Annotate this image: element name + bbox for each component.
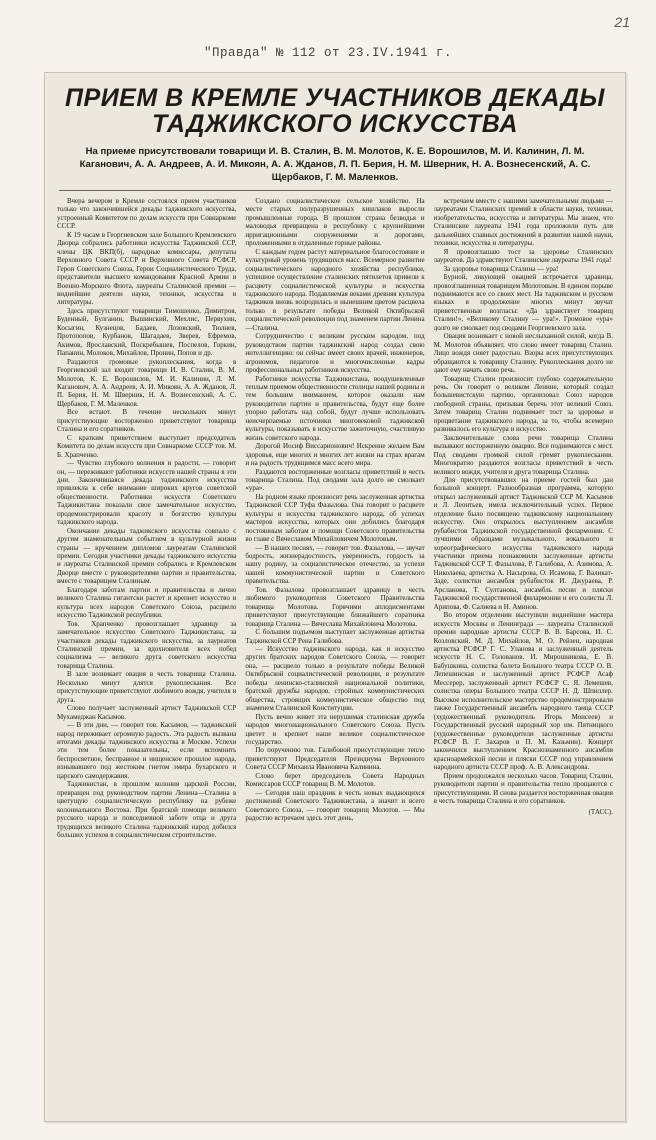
paragraph: Дорогой Иосиф Виссарионович! Искренне желаем Вам здоровья, еще многих и многих лет жизни на страх врагам и на радость трудящимся масс всего мира. <box>245 442 425 468</box>
paragraph: — Чувство глубокого волнения и радости, — говорит он, — переживают работники искусств нашей страны в эти дни. Закончившаяся декада таджикского искусства привлекла к себе внимание широких кругов советской общественности. Работники искусств Советского Таджикистана показали свое замечательное искусство, продемонстрировали красоту и богатство культуры таджикского народа. <box>57 459 237 527</box>
paragraph: На родном языке произносит речь заслуженная артистка Таджикской ССР Туфа Фазылова. Она говорит о расцвете культуры и искусства таджикского народа, об успехах мастеров искусства, которых они добились благодаря постоянным заботам и помощи Советского правительства во главе с Вячеславом Михайловичем Молотовым. <box>245 492 425 544</box>
paragraph: С большим подъемом выступает заслуженная артистка Таджикской ССР Рена Галибова. <box>245 628 425 645</box>
paragraph: Я провозглашаю тост за здоровье Сталинских лауреатов. Да здравствуют Сталинские лауреаты 1941 года! <box>433 247 613 265</box>
paragraph: Работники искусства Таджикистана, воодушевленные теплым приемом общественности столицы нашей родины и тем большим вниманием, которое оказали нам руководители партии и правительства, будут еще более упорно работать над собой, будут лучше использовать неисчерпаемые источники многовековой таджикской культуры, показывать в искусстве зажиточную, счастливую жизнь советского народа. <box>245 374 425 442</box>
paragraph: Овация возникает с новой неслыханной силой, когда В. М. Молотов объявляет, что слово имеет товарищ Сталин. Лицо вождя сияет радостью. Взоры всех присутствующих обращаются к товарищу Сталину. Рукоплескания долго не дают ему начать свою речь. <box>433 332 613 375</box>
newspaper-clipping <box>44 72 626 1122</box>
article-body <box>57 197 613 1077</box>
paragraph: Тов. Фазылова провозглашает здравицу в честь любимого руководителя Советского Правительства товарища Молотова. Горячими аплодисментами приветствуют присутствующие ближайшего соратника товарища Сталина — Вячеслава Михайловича Молотова. <box>245 585 425 628</box>
paragraph: За здоровье товарища Сталина — ура! <box>443 264 559 273</box>
paragraph: Слово берет председатель Совета Народных Комиссаров СССР товарищ В. М. Молотов. <box>245 771 425 789</box>
paragraph: Тов. Храпченко провозглашает здравицу за замечательное искусство Советского Таджикистана, за участников декады таджикского искусства, за лауреатов Сталинской премии, за вдохновителя всех побед социализма — великого друга советского искусства товарища Сталина. <box>57 619 237 670</box>
paragraph: Для присутствовавших на приеме гостей был дан большой концерт. Разнообразная программа, которую открыл заслуженный артист Таджикской ССР М. Касымов и Л. Леонтьев, имела исключительный успех. Первое отделение было посвящено таджикскому национальному искусству. Оно открылось выступлением ансамбля рубабистов Таджикской государственной филармонии. С лучшими образцами музыкального, вокального и хореографического искусства таджикского народа участники приема познакомили заслуженные артисты Таджикской ССР Т. Фазылова, Р. Галибова, А. Азимова, А. Николаева, артистка А. Насырова, О. Исамова, Г. Валикат-Заде, солистки ансамбля рубабисток И. Джураева, Р. Арсланова, Т. Султанова, ансамбль песни и пляски Таджикской государственной филармонии и его солисты Л. Арипова, Ф. Салиева и Н. Аминов. <box>433 475 613 611</box>
paragraph: — Искусство таджикского народа, как и искусство других братских народов Советского Союза, — говорит она, — расцвело только в результате победы Великой Октябрьской социалистической революции, в результате победы ленинско-сталинской национальной политики, братской дружбы народов, стройных коммунистических общества, строящих коммунистическое общество под знаменем Сталинской Конституции. <box>245 645 425 713</box>
paragraph: Здесь присутствуют товарищи Тимошенко, Димитров, Буденный, Булганин, Вышинский, Мехлис, Первухин, Косыгин, Кузнецов, Бадаев, Лозовский, Тюлнев, Протопопов, Курбанов, Шагадаев, Зверев, Ефремов, Акимов, Ярославский, Поскребышев, Поспелов, Горкин, Папанин, Молоков, Михайлов, Пронин, Попов и др. <box>57 306 237 358</box>
paragraph: Все встают. В течение нескольких минут присутствующие восторженно приветствуют товарища Сталина и его соратников. <box>57 408 237 434</box>
column-3 <box>434 197 613 1077</box>
paragraph: Заключительные слова речи товарища Сталина вызывают восторженную овацию. Все поднимаются с мест. Под сводами громкой силой гремят рукоплескания. Многократно раздаются возгласы приветствий в честь великого вождя, учителя и друга товарища Сталина. <box>433 433 613 476</box>
page-number: 21 <box>614 14 630 30</box>
paragraph: — Сегодня наш праздник в честь новых выдающихся достижений Советского Таджикистана, а значит и всего Советского Союза, — говорит товарищ Молотов. — Мы радостно встречаем здесь этот день, <box>245 788 425 823</box>
column-1 <box>57 197 236 1077</box>
paragraph: Пусть вечно живет эта нерушимая сталинская дружба народов многонационального Советского Союза. Пусть цветет и крепнет наше великое социалистическое государство. <box>245 712 425 746</box>
paragraph: Благодаря заботам партии и правительства и лично великого Сталина гигантски растет и крепнет искусство и культура всех народов Советского Союза, расцвело искусство Таджикской республики. <box>57 585 237 620</box>
paragraph: Вчера вечером в Кремле состоялся прием участников только что закончившейся декады таджикского искусства, устроенный Комитетом по делам искусств при Совнаркоме СССР. <box>57 197 237 231</box>
paragraph: Создано социалистическое сельское хозяйство. На месте старых полуразрушенных кишлаков выросли промышленные города. В прошлом страна безводья и маловодья превращена в республику с крупнейшими ирригационными сооружениями и дорогами, проложенными в отдаленные горные районы. <box>245 197 425 248</box>
paragraph: Слово получает заслуженный артист Таджикской ССР Мухамеджан Касымов. <box>57 704 237 721</box>
paragraph: Во втором отделении выступили виднейшие мастера искусств Москвы и Ленинграда — лауреаты Сталинской премии народные артисты СССР В. В. Барсова, И. С. Козловский, М. Д. Михайлов, М. О. Рейзен, народная артистка РСФСР Г. С. Уланова и заслуженный деятель искусств Н. С. Голованов. И. Мирошникова, Е. В. Бабушкина, солистка балета Большого театра СССР О. В. Лепешинская и заслуженный артист РСФСР Асаф Мессерер, заслуженный артист РСФСР С. Я. Лемешев, солистка оперы Большого театра СССР Н. Д. Шпиллер. Высокое исполнительское мастерство продемонстрировали также Государственный ансамбль народного танца СССР (художественный руководитель Игорь Моисеев) и Государственный русский народный хор им. Пятницкого (художественные руководители заслуженные артисты РСФСР В. Г. Захаров и П. М. Казьмин). Концерт закончился выступлением Краснознаменного ансамбля красноармейской песни и пляски СССР под управлением народного артиста СССР проф. А. В. Александрова. <box>433 611 613 772</box>
paragraph: Окончание декады таджикского искусства совпало с другим знаменательным событием в культурной жизни страны — вручением дипломов лауреатам Сталинской премии. Сегодня участники декады таджикского искусства и лауреаты Сталинской премии собрались в Кремлевском Дворце вместе с руководителями партии и правительства, вместе с товарищем Сталиным. <box>57 526 237 586</box>
headline: ПРИЕМ В КРЕМЛЕ УЧАСТНИКОВ ДЕКАДЫ ТАДЖИКСКОГО ИСКУССТВА <box>65 84 605 138</box>
paragraph: С кратким приветствием выступает председатель Комитета по делам искусств при Совнаркоме СССР тов. М. Б. Храпченко. <box>57 433 237 459</box>
paragraph: Сотрудничество с великим русским народом, под руководством партии таджикский народ создал свою интеллигенцию: он сейчас имеет своих врачей, инженеров, агрономов, педагогов и многочисленные кадры профессиональных работников искусства. <box>245 332 425 375</box>
paragraph: С каждым годом растут материальное благосостояние и культурный уровень трудящихся масс. Всемерное развитие социалистического народного хозяйства республики, успешное осуществление сталинских пятилеток привели к расцвету социалистической культуры и искусства таджикского народа. Подавляемая веками древняя культура таджиков вновь возродилась и нынешним цветом расцвела только в результате победы Великой Октябрьской социалистической революции под знаменем партии Ленина—Сталина. <box>245 247 425 332</box>
paragraph: Раздаются восторженные возгласы приветствий в честь товарища Сталина. Под сводами зала долго не смолкает «ура». <box>245 467 425 493</box>
source-attribution: (ТАСС). <box>588 807 613 816</box>
paragraph: Раздаются громовые рукоплескания, когда в Георгиевский зал входят товарищи И. В. Сталин, В. М. Молотов, К. Е. Ворошилов, М. И. Калинин, Л. М. Каганович, А. А. Андреев, А. И. Микоян, А. А. Жданов, Л. П. Берия, Н. М. Шверник, Н. А. Вознесенский, А. С. Щербаков, Г. М. Маленков. <box>57 357 237 408</box>
presence-subtitle: На приеме присутствовали товарищи И. В. Сталин, В. М. Молотов, К. Е. Ворошилов, М. И. Калинин, Л. М. Каганович, А. А. Андреев, А. И. Микоян, А. А. Жданов, Л. П. Берия, Н. М. Шверник, Н. А. Вознесенский, А. С. Щербаков, Г. М. Маленков. <box>79 146 591 183</box>
divider <box>59 190 611 191</box>
paragraph: По поручению тов. Галибовой присутствующие тепло приветствуют Председателя Президиума Верховного Совета СССР Михаила Ивановича Калинина. <box>245 746 425 772</box>
paragraph: Прием продолжался несколько часов. Товарищ Сталин, руководители партии и правительства тепло прощаются с присутствующими. И снова раздается восторженная овация в честь товарища Сталина и его соратников. <box>433 771 613 806</box>
paragraph: Бурной, ликующей овацией встречается здравица, провозглашенная товарищем Молотовым. В едином порыве поднимаются все со своих мест. На таджикском и русском языках в продолжение многих минут звучат приветственные возгласы: «Да здравствует товарищ Сталин!», «Великому Сталину — ура!». Громовое «ура» долго не смолкает под сводами Георгиевского зала. <box>433 273 613 332</box>
paragraph: К 19 часам в Георгиевском зале Большого Кремлевского Дворца собрались работники искусства Таджикской ССР, члены ЦК ВКП(б), народные комиссары, депутаты Верховного Совета СССР и Верховного Совета РСФСР, Герои Советского Союза, Герои Социалистического Труда, представители высшего командования Красной Армии и Военно-Морского Флота, лауреаты Сталинской премии — виднейшие деятели науки, техники, искусства и литературы. <box>57 230 237 307</box>
paragraph: встречаем вместе с нашими замечательными людьми — лауреатами Сталинских премий в области науки, техники, изобретательства, искусства и литературы. Мы знаем, что Сталинские лауреаты 1941 года проложили путь для дальнейших славных достижений в развитии нашей науки, техники, искусства и литературы. <box>433 197 613 248</box>
source-line: "Правда" № 112 от 23.IV.1941 г. <box>203 46 453 60</box>
paragraph: Таджикистан, в прошлом колония царской России, превращен под руководством партии Ленина—Сталина в цветущую социалистическую республику на рубеже колониального Востока. При братской помощи великого русского народа и повседневной заботе отца и друга трудящихся великого Сталина таджикский народ добился больших успехов в социалистическом строительстве. <box>57 780 237 839</box>
column-2 <box>245 197 424 1077</box>
paragraph: Товарищ Сталин произносит глубоко содержательную речь. Он говорит о великом Ленине, который создал большевистскую партию, организовал Союз народов свободной страны, призывая беречь этот великий Союз. Затем товарищ Сталин поднимает тост за здоровье и процветание таджикского народа, за то, чтобы всемерно развивалось его культура и искусство. <box>433 374 613 434</box>
paragraph: В зале возникает овация в честь товарища Сталина. Несколько минут длятся рукоплескания. Все присутствующие приветствуют любимого вождя, учителя и друга. <box>57 670 237 704</box>
paragraph: — В наших песнях, — говорит тов. Фазылова, — звучат бодрость, жизнерадостность, уверенность, гордость за нашу родину, за социалистическое отечество, за успехи нашей коммунистической партии и Советского правительства. <box>245 543 425 586</box>
paragraph: — В эти дни, — говорит тов. Касымов, — таджикский народ переживает огромную радость. Эта радость вызвана итогами декады таджикского искусства в Москве. Успехи эти тем более показательны, если вспомнить беспросветное, бесправное и нищенское прошлое народа, изнывавшего под жестоким гнетом эмира бухарского и царского самодержавия. <box>57 721 237 780</box>
